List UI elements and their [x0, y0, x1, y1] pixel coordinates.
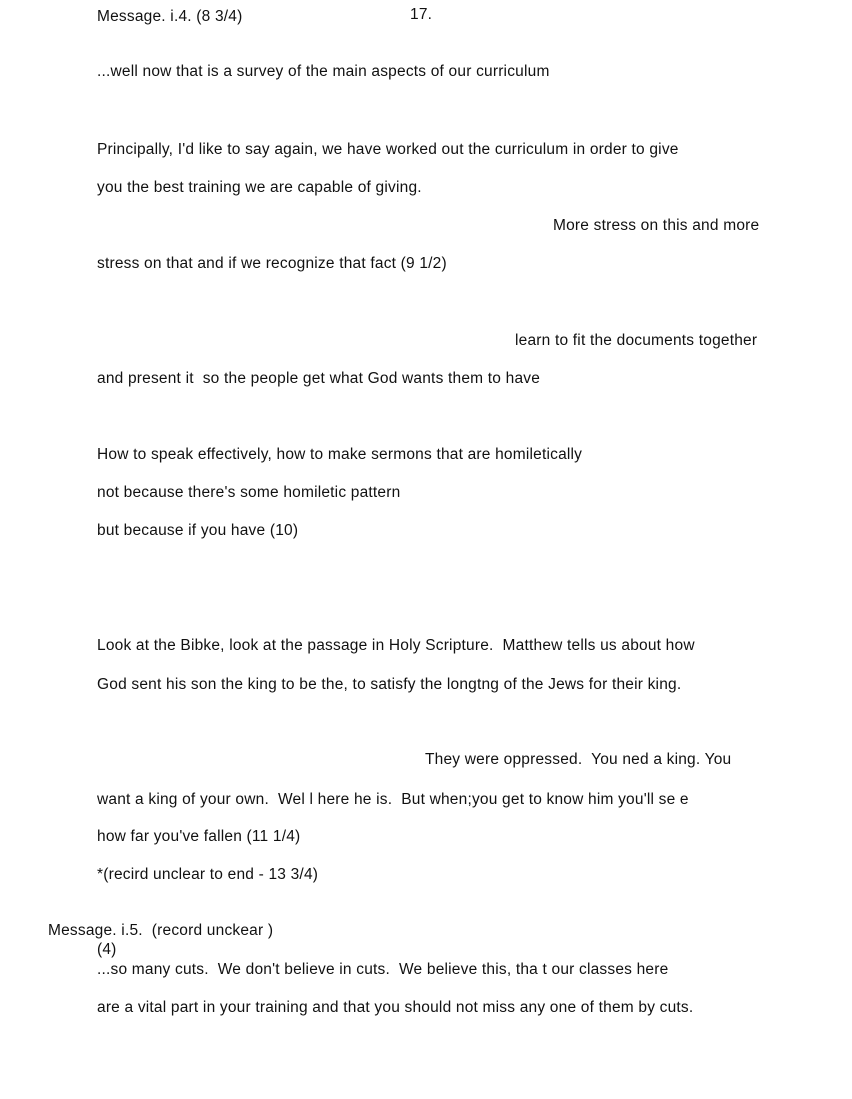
text-line: More stress on this and more [553, 217, 760, 234]
text-line: ...well now that is a survey of the main aspects of our curriculum [97, 63, 550, 80]
text-line: want a king of your own. Wel l here he is. But when;you get to know him you'll se e [97, 791, 689, 808]
text-line: but because if you have (10) [97, 522, 299, 539]
text-line: They were oppressed. You ned a king. You [425, 751, 732, 768]
text-line: *(recird unclear to end - 13 3/4) [97, 866, 319, 883]
text-line: are a vital part in your training and that you should not miss any one of them by cuts. [97, 999, 694, 1016]
page-number: 17. [410, 6, 433, 23]
text-line: you the best training we are capable of giving. [97, 179, 422, 196]
text-line: learn to fit the documents together [515, 332, 758, 349]
text-line: Principally, I'd like to say again, we have worked out the curriculum in order to give [97, 141, 679, 158]
text-line: God sent his son the king to be the, to satisfy the longtng of the Jews for their king. [97, 676, 682, 693]
text-line: How to speak effectively, how to make sermons that are homiletically [97, 446, 583, 463]
text-line: ...so many cuts. We don't believe in cuts. We believe this, tha t our classes here [97, 961, 669, 978]
text-line: not because there's some homiletic pattern [97, 484, 401, 501]
message-reference: Message. i.5. (record unckear ) [48, 922, 274, 939]
text-line: Look at the Bibke, look at the passage in Holy Scripture. Matthew tells us about how [97, 637, 695, 654]
text-line: how far you've fallen (11 1/4) [97, 828, 301, 845]
text-line: stress on that and if we recognize that fact (9 1/2) [97, 255, 447, 272]
message-reference: Message. i.4. (8 3/4) [97, 8, 243, 25]
timestamp: (4) [97, 941, 117, 958]
text-line: and present it so the people get what God wants them to have [97, 370, 541, 387]
